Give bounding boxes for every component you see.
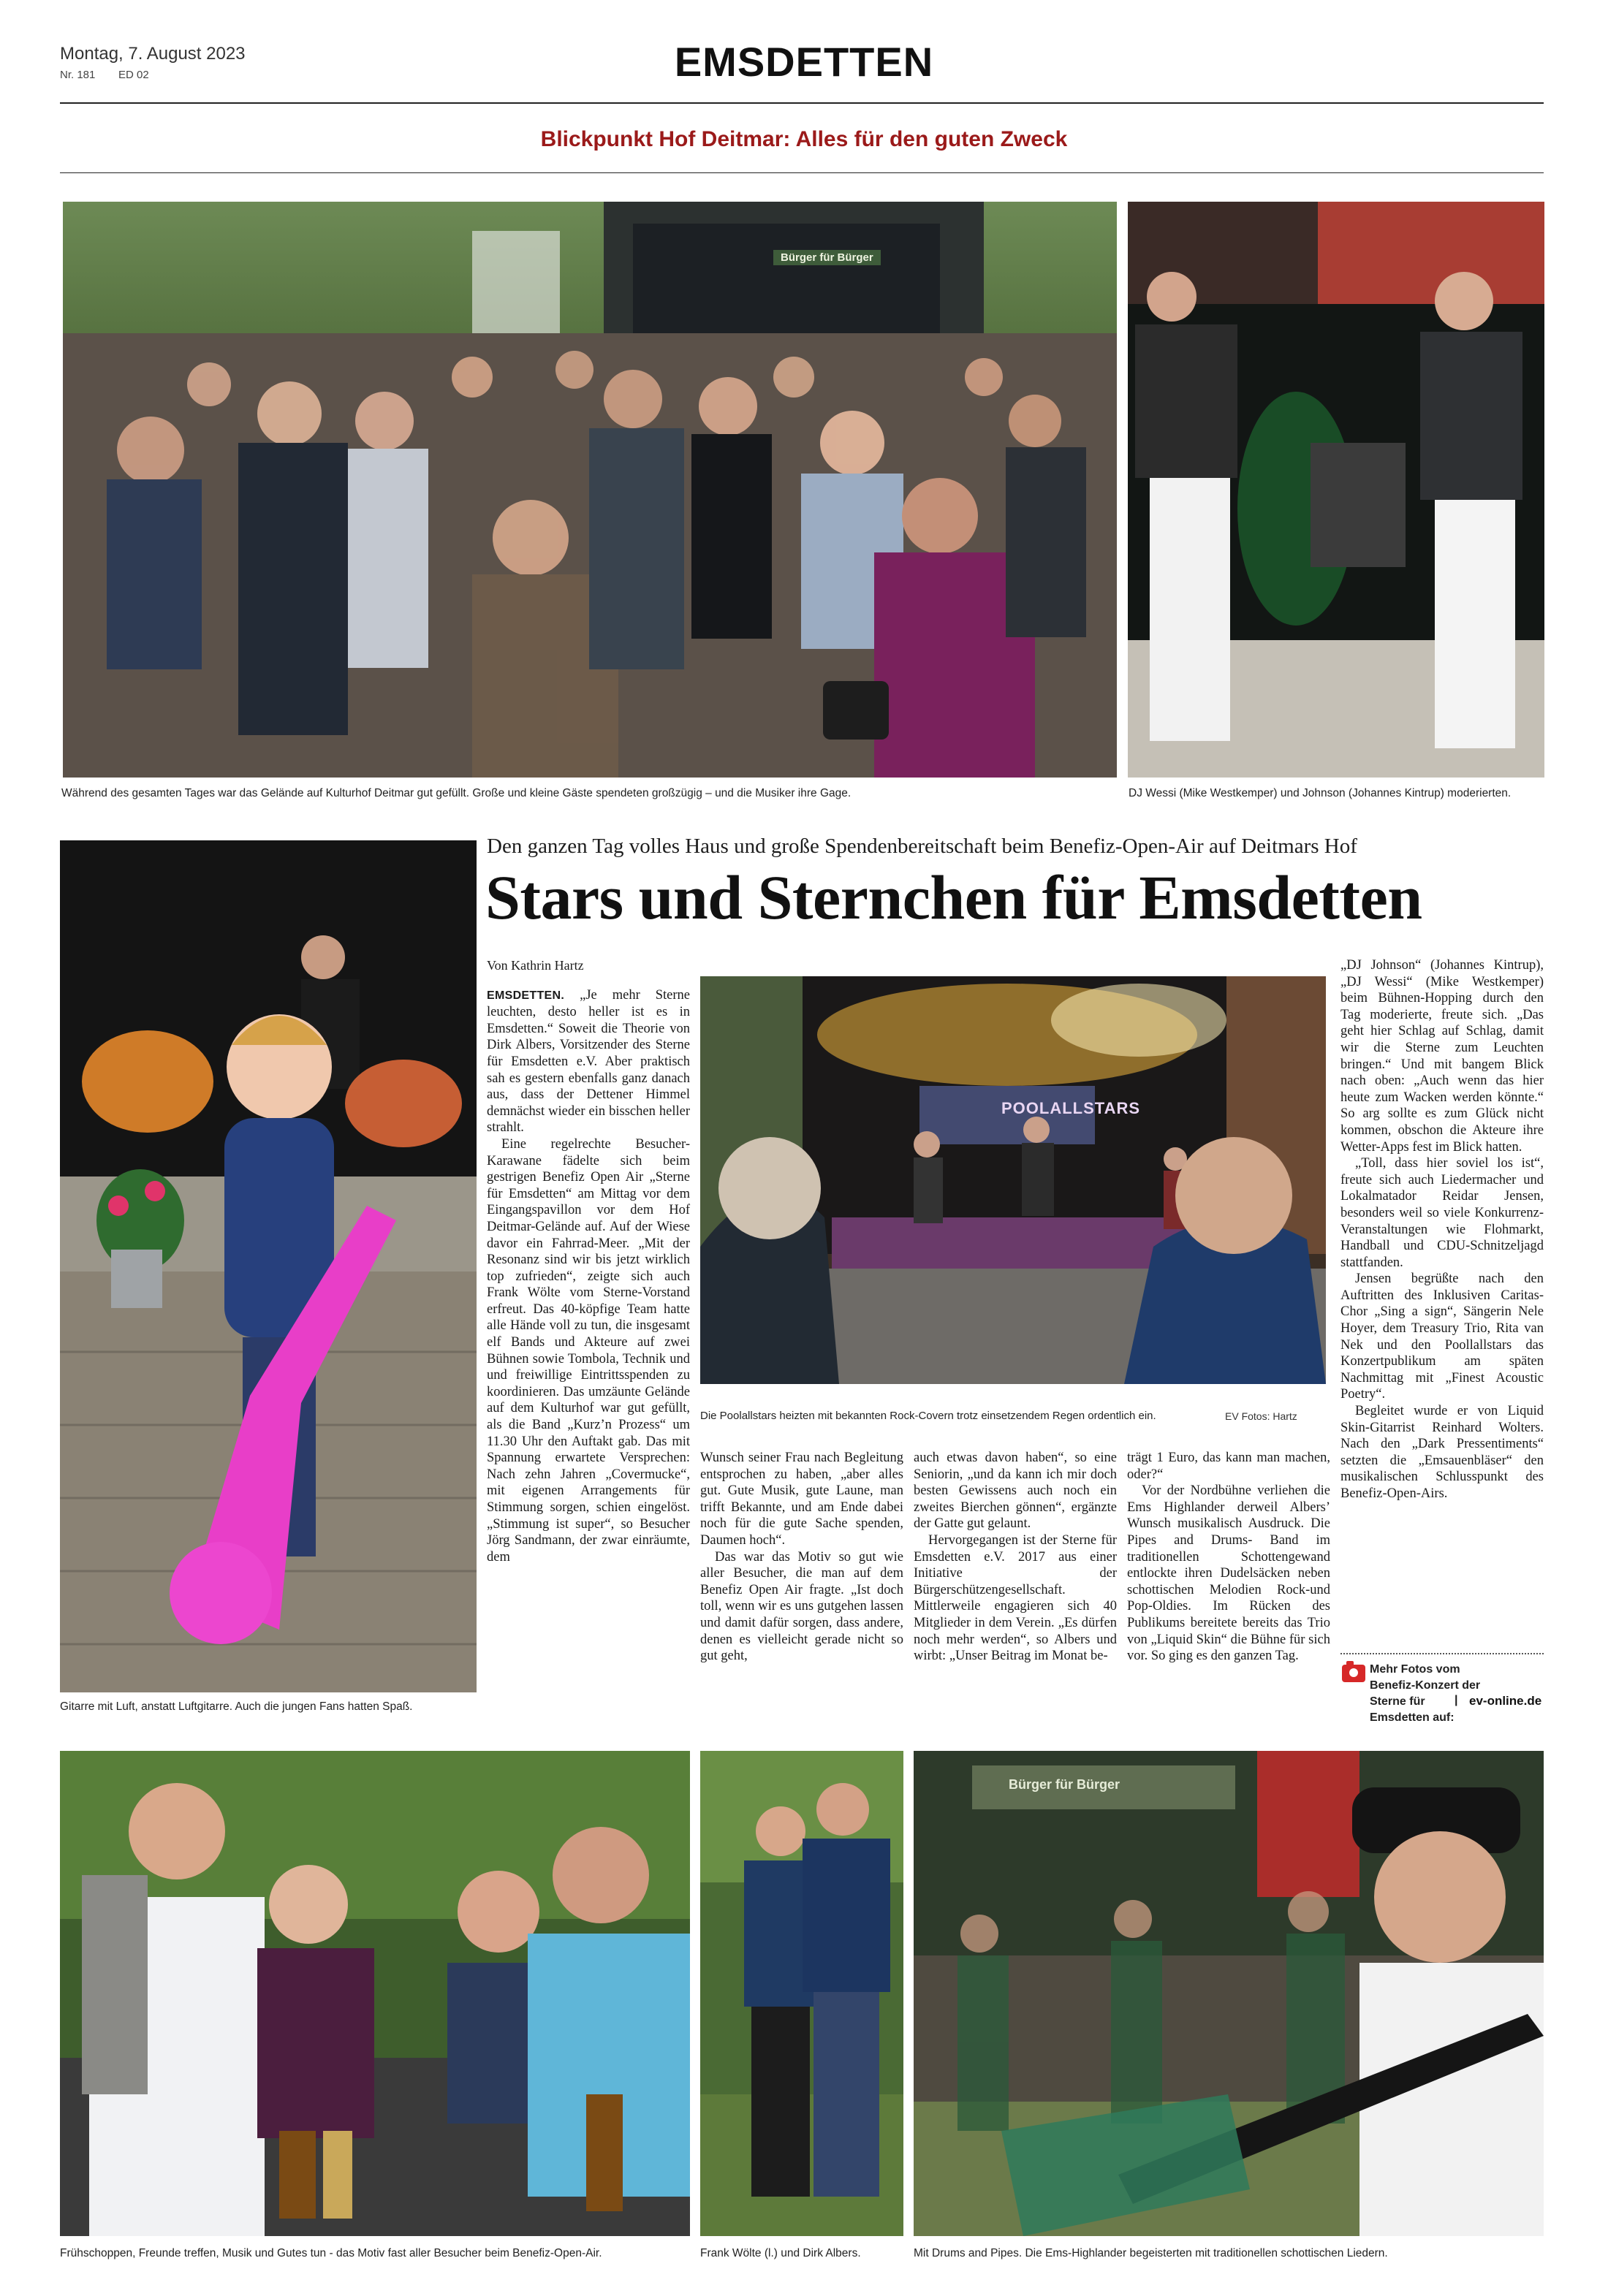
col1-paragraph-2: Eine regelrechte Besucher-Karawane fädelte sich beim gestrigen Benefiz Open Air „Sterne für Emsdetten“ am Mittag vor dem Eingangspavillon vor dem Hof Deitmar-Gelände auf. Auf der Wiese davor ein Fahrrad-Meer. „Mit der Resonanz sind wir bis jetzt wirklich top zufrieden“, zeigte sich auch Frank Wölte vom Sterne-Vorstand erfreut. Das 40-köpfige Team hatte alle Hände voll zu tun, die insgesamt elf Bands und Akteure auf zwei Bühnen sowie Tombola, Technik und und freiwillige Eintrittsspenden zu koordinieren. Das umzäunte Gelände auf dem Kulturhof war gut gefüllt, als die Band „Kurz’n Prozess“ um 11.30 Uhr den Auftakt gab. Das mit Spannung erwartete Versprechen: Nach zehn Jahren „Covermucke“, mit eigenen Arrangements für Stimmung sorgen, schien eingelöst. „Stimmung ist super“, so Besucher Jörg Sandmann, der zwar einräumte, dem [487, 1136, 690, 1565]
col5-paragraph-3: Jensen begrüßte nach den Auftritten des Inklusiven Caritas-Chor „Sing a sign“, Sängerin Nele Hoyer, dem Treasury Trio, Rita van Nek und den Poollallstars das Konzertpublikum am späten Nachmittag mit „Finest Acoustic Poetry“. [1340, 1271, 1544, 1402]
band-caption: Die Poolallstars heizten mit bekannten Rock-Covern trotz einsetzendem Regen ordentlich ein. [700, 1410, 1156, 1422]
article-column-2 [700, 1450, 903, 1665]
article-column-5 [1340, 957, 1544, 1502]
friends-illustration [60, 1751, 690, 2236]
article-column-4 [1127, 1450, 1330, 1665]
band-illustration [700, 976, 1326, 1384]
woelte-albers-illustration [700, 1751, 903, 2236]
col2-paragraph-2: Das war das Motiv so gut wie aller Besucher, die man auf dem Benefiz Open Air fragte. „Ist doch toll, wenn wir es uns gutgehen lassen und damit dafür sorgen, dass andere, denen es vielleicht gerade nicht so gut geht, [700, 1549, 903, 1664]
promo-separator: | [1455, 1694, 1458, 1706]
pipes-caption: Mit Drums and Pipes. Die Ems-Highlander begeisterten mit traditionellen schottischen Liedern. [914, 2247, 1388, 2259]
col5-paragraph-4: Begleitet wurde er von Liquid Skin-Gitarrist Reinhard Wolters. Nach den „Dark Pressentiments“ setzten die „Emsauenbläser“ den musikalischen Schlusspunkt des Benefiz-Open-Airs. [1340, 1404, 1544, 1501]
crowd-illustration [63, 202, 1117, 778]
friends-photo [60, 1751, 690, 2236]
headline: Stars und Sternchen für Emsdetten [485, 862, 1422, 932]
kicker: Blickpunkt Hof Deitmar: Alles für den guten Zweck [540, 127, 1068, 151]
byline: Von Kathrin Hartz [487, 958, 584, 973]
woelte-albers-photo [700, 1751, 903, 2236]
band-banner: POOLALLSTARS [1001, 1099, 1141, 1117]
pipes-illustration [914, 1751, 1544, 2236]
pipes-photo [914, 1751, 1544, 2236]
girl-illustration [60, 840, 477, 1692]
band-photo-credit: EV Fotos: Hartz [1225, 1410, 1297, 1422]
promo-text: Mehr Fotos vom Benefiz-Konzert der Sterne für Emsdetten auf: [1370, 1663, 1481, 1724]
crowd-stage-banner: Bürger für Bürger [773, 250, 881, 265]
header-date: Montag, 7. August 2023 [60, 44, 246, 64]
col4-paragraph-1: trägt 1 Euro, das kann man machen, oder?“ [1127, 1451, 1330, 1482]
col1-paragraph-1 [487, 987, 690, 1136]
section-title: EMSDETTEN [674, 39, 934, 85]
col2-paragraph-1: Wunsch seiner Frau nach Begleitung entsprochen zu haben, „aber alles gut. Gute Musik, gute Laune, man trifft Bekannte, und am Ende dabei noch für die gute Sache spenden, Daumen hoch“. [700, 1451, 903, 1548]
header-edition: ED 02 [118, 69, 149, 81]
moderators-photo [1128, 202, 1544, 778]
article-column-3 [914, 1450, 1117, 1665]
moderators-illustration [1128, 202, 1544, 778]
col3-paragraph-2: Hervorgegangen ist der Sterne für Emsdetten e.V. 2017 aus einer Initiative der Bürgerschützengesellschaft. Mittlerweile engagieren sich 40 Mitglieder in dem Verein. „Es dürfen noch mehr werden“, so Albers und wirbt: „Unser Beitrag im Monat be- [914, 1532, 1117, 1664]
crowd-photo [63, 202, 1117, 778]
more-photos-promo[interactable] [1340, 1653, 1544, 1725]
crowd-caption: Während des gesamten Tages war das Gelände auf Kulturhof Deitmar gut gefüllt. Große und kleine Gäste spendeten großzügig – und die Musiker ihre Gage. [61, 787, 852, 799]
header-rule [60, 102, 1544, 104]
moderators-caption: DJ Wessi (Mike Westkemper) und Johnson (Johannes Kintrup) moderierten. [1129, 787, 1512, 799]
friends-caption: Frühschoppen, Freunde treffen, Musik und Gutes tun - das Motiv fast aller Besucher beim Benefiz-Open-Air. [60, 2247, 602, 2259]
subheadline: Den ganzen Tag volles Haus und große Spendenbereitschaft beim Benefiz-Open-Air auf Deitmars Hof [487, 835, 1357, 858]
kicker-rule [60, 172, 1544, 173]
col1-text-1: „Je mehr Sterne leuchten, desto heller ist es in Emsdetten.“ Soweit die Theorie von Dirk Albers, Vorsitzender des Sterne für Emsdetten e.V. Aber praktisch sah es gestern ebenfalls ganz danach aus, dass der Dettener Himmel demnächst wieder ein bisschen heller strahlt. [487, 987, 690, 1136]
camera-icon [1342, 1665, 1365, 1682]
header-issue: Nr. 181 [60, 69, 96, 81]
band-photo [700, 976, 1326, 1384]
col3-paragraph-1: auch etwas davon haben“, so eine Seniorin, „und da kann ich mir doch besten Gewissens auch noch ein zweites Bierchen gönnen“, ergänzte der Gatte gut gelaunt. [914, 1451, 1117, 1532]
girl-photo [60, 840, 477, 1692]
promo-link[interactable]: ev-online.de [1469, 1694, 1542, 1708]
col5-paragraph-1: „DJ Johnson“ (Johannes Kintrup), „DJ Wessi“ (Mike Westkemper) beim Bühnen-Hopping durch den Tag moderierte, freute sich. „Das geht hier Schlag auf Schlag, damit wir die Sterne zum Leuchten bringen.“ Und mit bangem Blick nach oben: „Auch wenn das hier heute zum Wacken werden könnte.“ So arg sollte es zum Glück nicht kommen, obschon die Akteure ihre Wetter-Apps fest im Blick hatten. [1340, 958, 1544, 1155]
girl-caption: Gitarre mit Luft, anstatt Luftgitarre. Auch die jungen Fans hatten Spaß. [60, 1700, 413, 1713]
dateline: EMSDETTEN. [487, 989, 565, 1002]
col4-paragraph-2: Vor der Nordbühne verliehen die Ems Highlander derweil Albers’ Wunsch musikalisch Ausdruck. Die Pipes and Drums- Band im traditionellen Schottengewand entlockte ihren Dudelsäcken neben schottischen Melodien Rock-und Pop-Oldies. Im Rücken des Publikums bereitete bereits das Trio von „Liquid Skin“ die Bühne für sich vor. So ging es den ganzen Tag. [1127, 1483, 1330, 1664]
col5-paragraph-2: „Toll, dass hier soviel los ist“, freute sich auch Liedermacher und Lokalmatador Reidar Jensen, besonders weil so viele Konkurrenz-Veranstaltungen wie Flohmarkt, Handball und CDU-Schnitzeljagd stattfanden. [1340, 1156, 1544, 1270]
article-column-1 [487, 957, 690, 1565]
woelte-albers-caption: Frank Wölte (l.) und Dirk Albers. [700, 2247, 861, 2259]
pipes-stage-banner: Bürger für Bürger [1009, 1777, 1120, 1792]
